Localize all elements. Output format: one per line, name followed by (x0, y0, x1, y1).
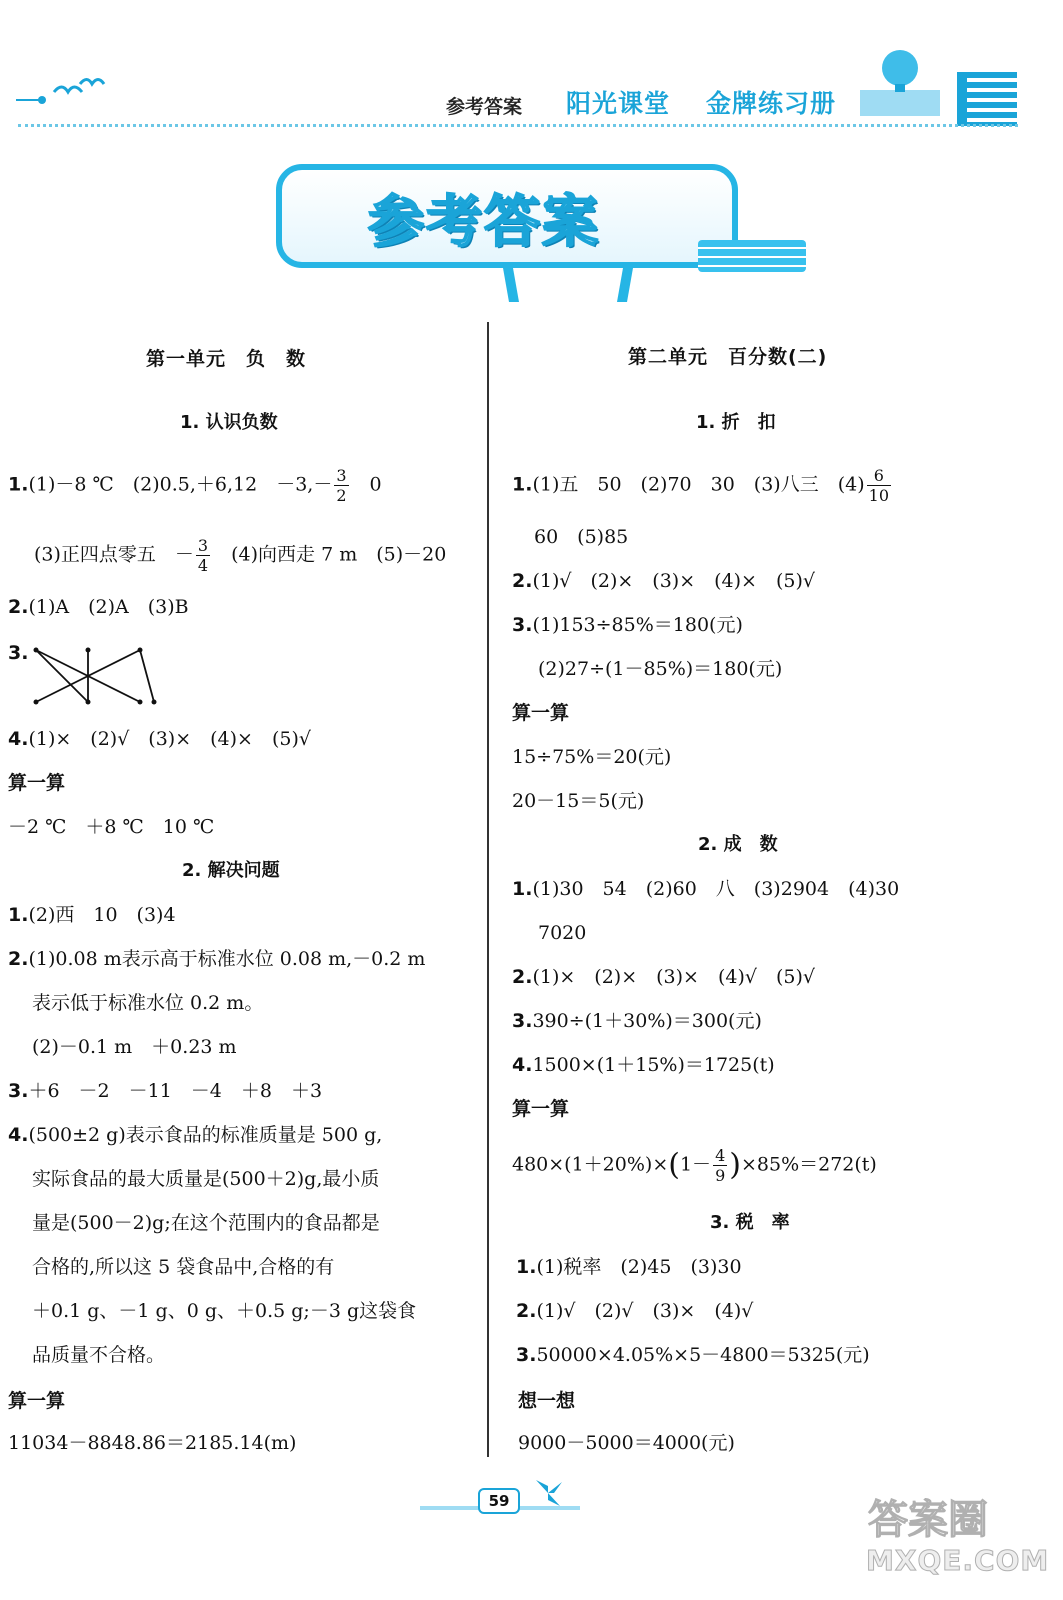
ratio-3: 3.390÷(1＋30%)＝300(元) (512, 1010, 762, 1032)
header-stripes (957, 72, 1017, 126)
calc-title: 算一算 (8, 772, 66, 794)
discount-2: 2.(1)√ (2)× (3)× (4)× (5)√ (512, 570, 815, 592)
page-footer (420, 1476, 580, 1526)
globe-icon (855, 40, 945, 120)
discount-1-cont: 60 (5)85 (534, 526, 629, 548)
problem-1: 1.(2)西 10 (3)4 (8, 904, 176, 926)
problem-4-line: 合格的,所以这 5 袋食品中,合格的有 (32, 1256, 335, 1278)
answer-1-cont: (3)正四点零五 － $\frac{3}{4}$ (4)向西走 7 m (5)－20 (34, 536, 447, 575)
problem-2-part2: (2)－0.1 m ＋0.23 m (32, 1036, 237, 1058)
ratio-1: 1.(1)30 54 (2)60 八 (3)2904 (4)30 (512, 878, 900, 900)
watermark (866, 1488, 1050, 1588)
section-title: 2. 成 数 (698, 834, 778, 855)
page-number: 59 (478, 1488, 520, 1514)
pinwheel-icon (528, 1478, 568, 1508)
matching-lines (32, 644, 162, 706)
calc-answer: 20－15＝5(元) (512, 790, 645, 812)
discount-1: 1.(1)五 50 (2)70 30 (3)八三 (4) $\frac{6}{10}$ (512, 466, 889, 505)
banner-title: 参考答案 (368, 190, 600, 255)
calc-title: 算一算 (512, 702, 570, 724)
answer-4: 4.(1)× (2)√ (3)× (4)× (5)√ (8, 728, 311, 750)
problem-4-line: 品质量不合格。 (32, 1344, 166, 1366)
board-leg (617, 268, 633, 302)
header-divider (18, 124, 1018, 127)
header-label: 参考答案 (446, 96, 523, 118)
calc-answer: －2 ℃ ＋8 ℃ 10 ℃ (8, 816, 215, 838)
ratio-4: 4.1500×(1＋15%)＝1725(t) (512, 1054, 775, 1076)
problem-3: 3.＋6 －2 －11 －4 ＋8 ＋3 (8, 1080, 323, 1102)
watermark-url: MXQE.COM (866, 1544, 1050, 1577)
tax-2: 2.(1)√ (2)√ (3)× (4)√ (516, 1300, 754, 1322)
calc-answer: 480×(1＋20%)×(1－ $\frac{4}{9}$ )×85%＝272(t) (512, 1146, 877, 1185)
section-title: 2. 解决问题 (182, 860, 280, 881)
title-banner (268, 158, 808, 298)
think-title: 想一想 (518, 1390, 576, 1412)
ratio-1-cont: 7020 (538, 922, 587, 944)
problem-4-line: 量是(500－2)g;在这个范围内的食品都是 (32, 1212, 380, 1234)
board-leg (503, 268, 519, 302)
problem-4-line: 实际食品的最大质量是(500＋2)g,最小质 (32, 1168, 380, 1190)
discount-3-part2: (2)27÷(1－85%)＝180(元) (538, 658, 783, 680)
think-answer: 9000－5000＝4000(元) (518, 1432, 735, 1454)
section-title: 3. 税 率 (710, 1212, 790, 1233)
calc-title: 算一算 (8, 1390, 66, 1412)
brand-left: 阳光课堂 (566, 89, 671, 118)
calc-answer: 11034－8848.86＝2185.14(m) (8, 1432, 297, 1454)
discount-3: 3.(1)153÷85%＝180(元) (512, 614, 743, 636)
calc-title: 算一算 (512, 1098, 570, 1120)
books-icon (698, 240, 806, 272)
birds-icon (14, 70, 114, 110)
answer-1: 1.(1)－8 ℃ (2)0.5,＋6,12 －3,－ $\frac{3}{2}$ 0 (8, 466, 382, 505)
calc-answer: 15÷75%＝20(元) (512, 746, 672, 768)
unit-title: 第二单元 百分数(二) (628, 346, 828, 368)
problem-2: 2.(1)0.08 m表示高于标准水位 0.08 m,－0.2 m (8, 948, 426, 970)
section-title: 1. 折 扣 (696, 412, 776, 433)
ratio-2: 2.(1)× (2)× (3)× (4)√ (5)√ (512, 966, 815, 988)
problem-2-cont: 表示低于标准水位 0.2 m。 (32, 992, 264, 1014)
watermark-logo: 答案圈 (868, 1497, 988, 1543)
answer-3: 3. (8, 642, 29, 664)
brand-right: 金牌练习册 (706, 89, 837, 118)
tax-3: 3.50000×4.05%×5－4800＝5325(元) (516, 1344, 870, 1366)
column-divider (487, 322, 489, 1457)
page-header (0, 0, 1063, 135)
tax-1: 1.(1)税率 (2)45 (3)30 (516, 1256, 742, 1278)
problem-4-line: ＋0.1 g、－1 g、0 g、＋0.5 g;－3 g这袋食 (32, 1300, 417, 1322)
answer-2: 2.(1)A (2)A (3)B (8, 596, 189, 618)
unit-title: 第一单元 负 数 (146, 348, 307, 370)
section-title: 1. 认识负数 (180, 412, 278, 433)
problem-4: 4.(500±2 g)表示食品的标准质量是 500 g, (8, 1124, 383, 1146)
